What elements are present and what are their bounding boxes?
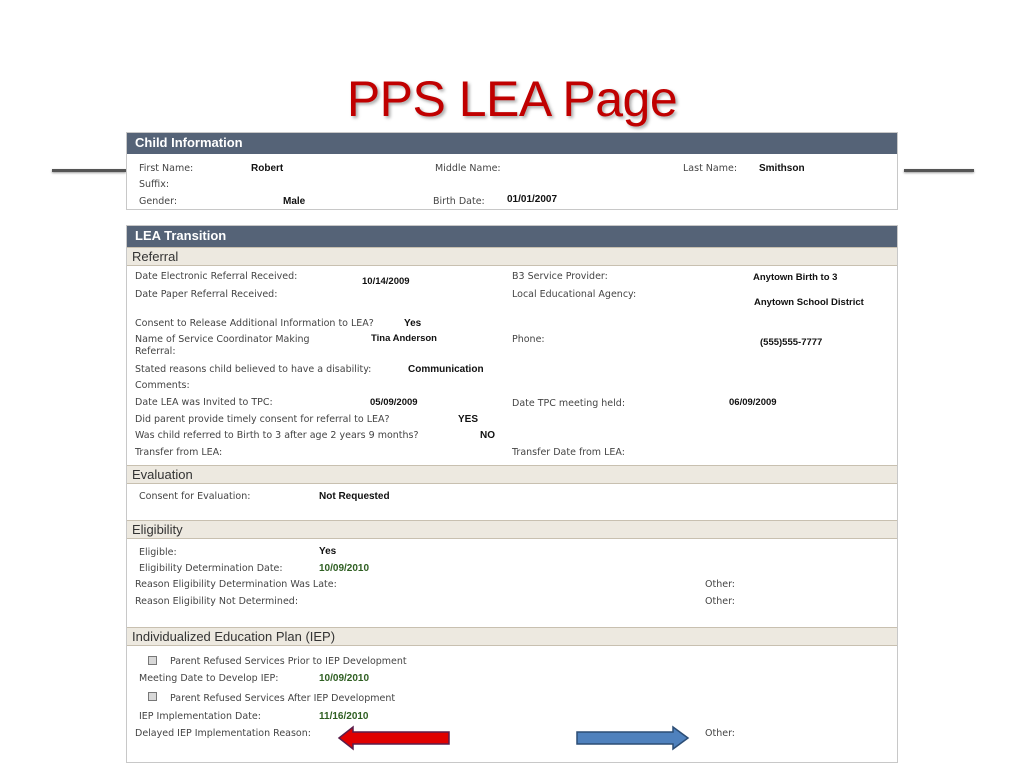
first-name-value: Robert <box>251 163 284 174</box>
child-information-header: Child Information <box>127 133 897 154</box>
decorative-rule-left <box>52 169 126 172</box>
phone-label: Phone: <box>512 334 545 345</box>
coordinator-label-line1: Name of Service Coordinator Making <box>135 334 310 345</box>
refused-prior-checkbox[interactable] <box>148 656 157 665</box>
tpc-meeting-value: 06/09/2009 <box>729 397 777 408</box>
transfer-date-label: Transfer Date from LEA: <box>512 447 625 458</box>
not-determined-label: Reason Eligibility Not Determined: <box>135 596 299 607</box>
child-information-panel <box>126 132 898 210</box>
timely-consent-value: YES <box>458 414 479 425</box>
first-name-label: First Name: <box>139 163 194 174</box>
not-determined-other-label: Other: <box>705 596 736 607</box>
electronic-referral-label: Date Electronic Referral Received: <box>135 271 298 282</box>
red-left-arrow-icon <box>337 725 453 751</box>
lea-invited-value: 05/09/2009 <box>370 397 418 408</box>
last-name-label: Last Name: <box>683 163 738 174</box>
b3-provider-label: B3 Service Provider: <box>512 271 608 282</box>
timely-consent-label: Did parent provide timely consent for referral to LEA? <box>135 414 390 425</box>
determination-late-other-label: Other: <box>705 579 736 590</box>
determination-date-value: 10/09/2010 <box>319 563 370 574</box>
refused-after-label: Parent Refused Services After IEP Development <box>170 693 396 704</box>
b3-provider-value: Anytown Birth to 3 <box>753 272 838 283</box>
phone-value: (555)555-7777 <box>760 337 823 348</box>
consent-evaluation-label: Consent for Evaluation: <box>139 491 251 502</box>
refused-prior-label: Parent Refused Services Prior to IEP Development <box>170 656 407 667</box>
middle-name-label: Middle Name: <box>435 163 501 174</box>
local-educational-agency-value: Anytown School District <box>754 297 864 308</box>
delayed-reason-label: Delayed IEP Implementation Reason: <box>135 728 311 739</box>
lea-invited-label: Date LEA was Invited to TPC: <box>135 397 273 408</box>
iep-section-header: Individualized Education Plan (IEP) <box>127 627 897 646</box>
determination-late-label: Reason Eligibility Determination Was Late: <box>135 579 337 590</box>
meeting-date-label: Meeting Date to Develop IEP: <box>139 673 279 684</box>
last-name-value: Smithson <box>759 163 805 174</box>
gender-label: Gender: <box>139 196 178 207</box>
comments-label: Comments: <box>135 380 190 391</box>
transfer-from-lea-label: Transfer from LEA: <box>135 447 223 458</box>
consent-release-value: Yes <box>404 318 422 329</box>
coordinator-label-line2: Referral: <box>135 346 176 357</box>
consent-evaluation-value: Not Requested <box>319 491 390 502</box>
birth-date-label: Birth Date: <box>433 196 485 207</box>
tpc-meeting-label: Date TPC meeting held: <box>512 398 626 409</box>
blue-right-arrow-icon <box>575 725 691 751</box>
disability-reasons-label: Stated reasons child believed to have a disability: <box>135 364 372 375</box>
consent-release-label: Consent to Release Additional Information to LEA? <box>135 318 374 329</box>
local-educational-agency-label: Local Educational Agency: <box>512 289 637 300</box>
refused-after-checkbox[interactable] <box>148 692 157 701</box>
referred-after-age-label: Was child referred to Birth to 3 after age 2 years 9 months? <box>135 430 419 441</box>
lea-transition-header: LEA Transition <box>127 226 897 247</box>
electronic-referral-value: 10/14/2009 <box>362 276 410 287</box>
lea-transition-panel <box>126 225 898 763</box>
page-title: PPS LEA Page <box>346 71 678 127</box>
coordinator-value: Tina Anderson <box>371 333 437 344</box>
iep-other-label: Other: <box>705 728 736 739</box>
eligible-value: Yes <box>319 546 337 557</box>
referred-after-age-value: NO <box>480 430 495 441</box>
determination-date-label: Eligibility Determination Date: <box>139 563 283 574</box>
evaluation-section-header: Evaluation <box>127 465 897 484</box>
eligibility-section-header: Eligibility <box>127 520 897 539</box>
implementation-date-value: 11/16/2010 <box>319 711 369 722</box>
referral-section-header: Referral <box>127 247 897 266</box>
suffix-label: Suffix: <box>139 179 170 190</box>
eligible-label: Eligible: <box>139 547 177 558</box>
implementation-date-label: IEP Implementation Date: <box>139 711 261 722</box>
decorative-rule-right <box>904 169 974 172</box>
paper-referral-label: Date Paper Referral Received: <box>135 289 278 300</box>
meeting-date-value: 10/09/2010 <box>319 673 370 684</box>
birth-date-value: 01/01/2007 <box>507 194 558 205</box>
gender-value: Male <box>283 196 306 207</box>
disability-reasons-value: Communication <box>408 364 484 375</box>
